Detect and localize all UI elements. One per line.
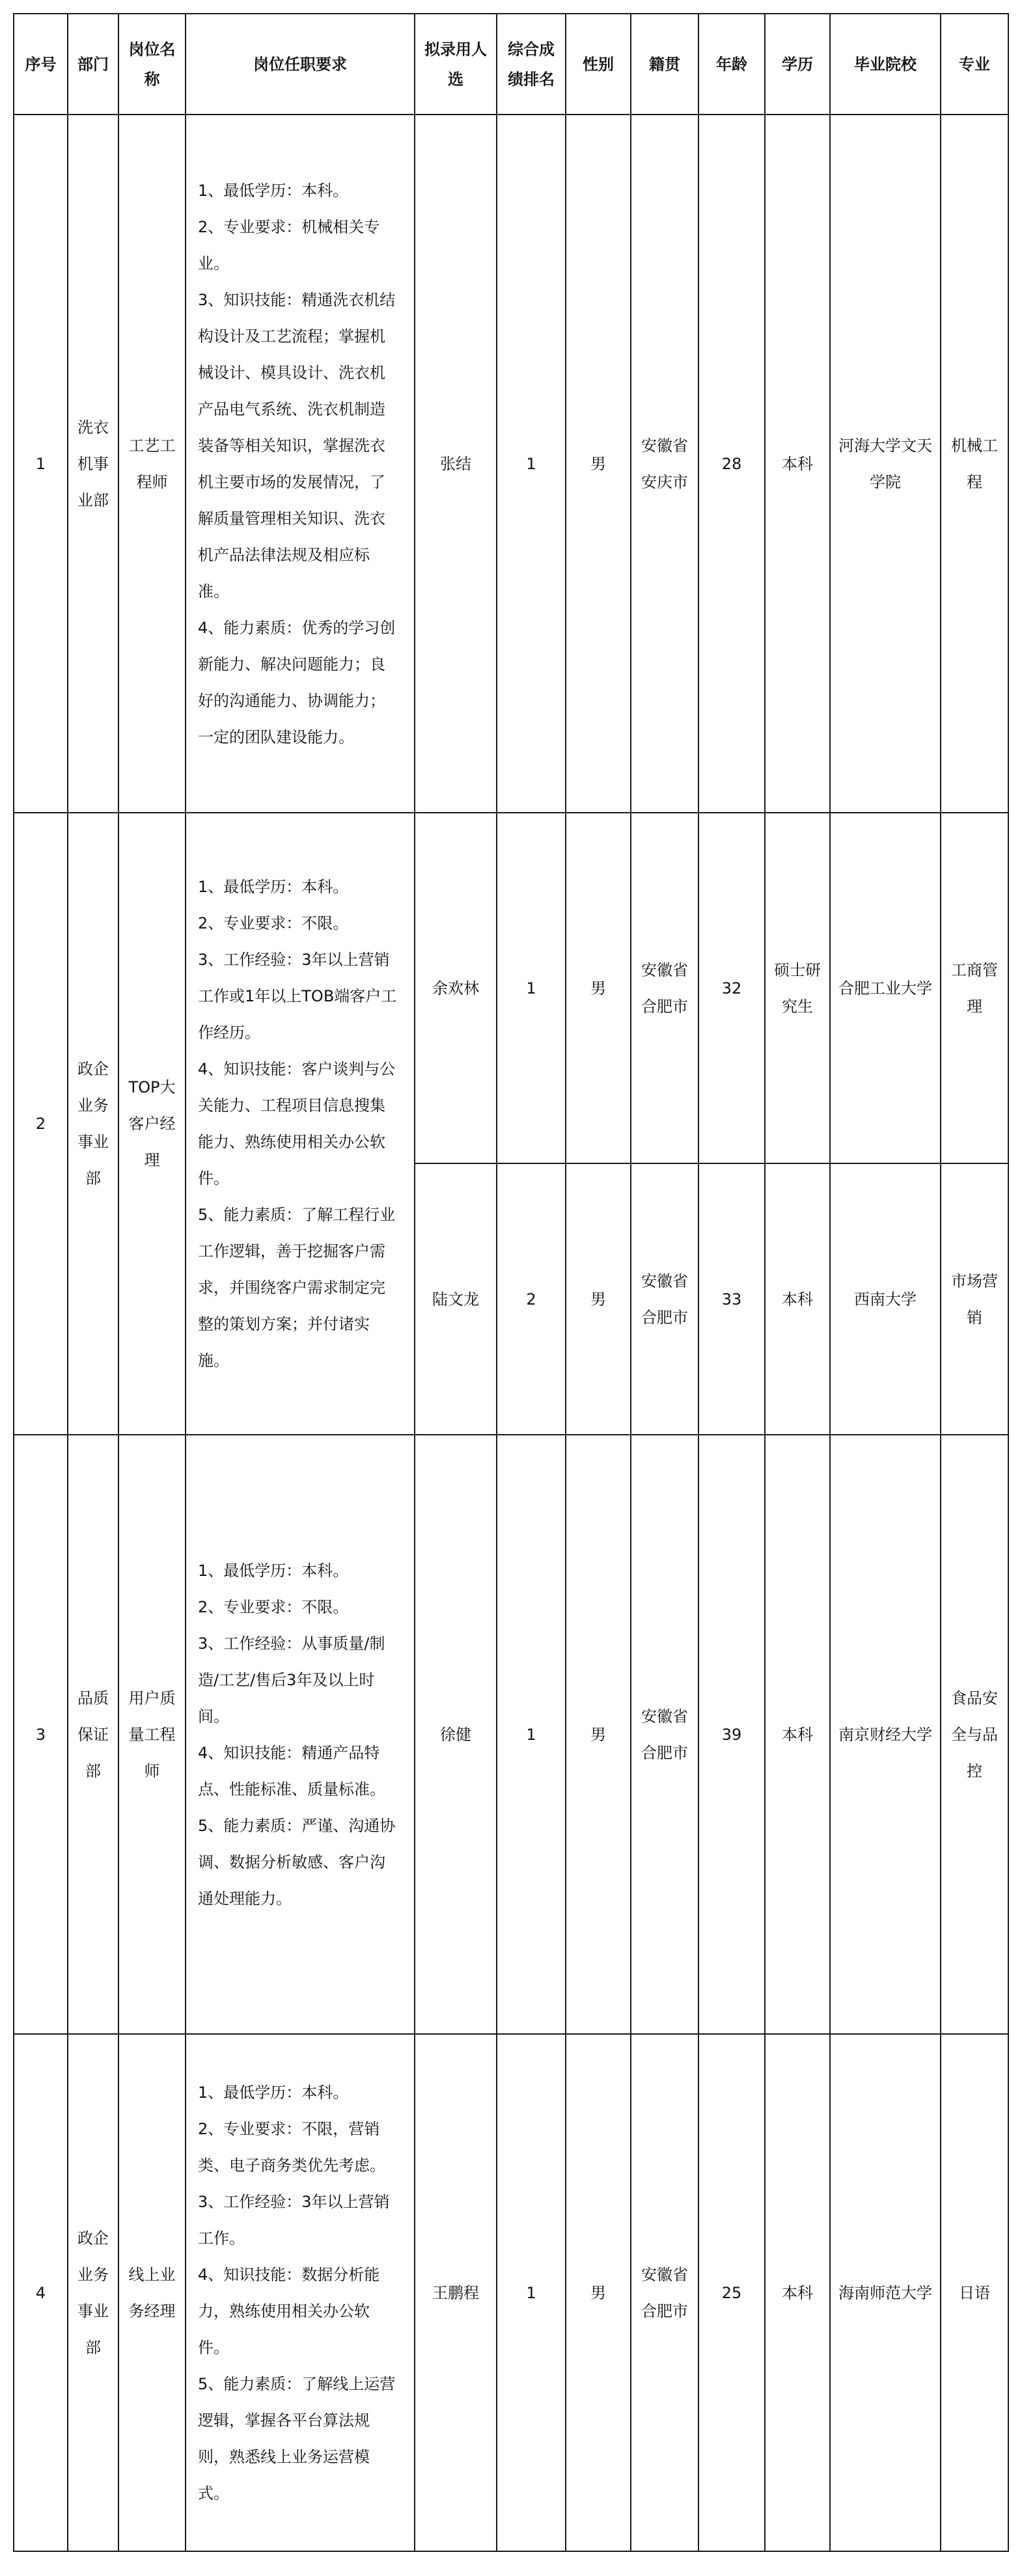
header-requirements: 岗位任职要求 — [186, 14, 415, 115]
candidate-name: 徐健 — [415, 1435, 497, 2034]
requirement-line: 3、知识技能：精通洗衣机结构设计及工艺流程；掌握机械设计、模具设计、洗衣机产品电气系统、洗衣机制造装备等相关知识，掌握洗衣机主要市场的发展情况，了解质量管理相关知识、洗衣机产品法律法规及相应标准。 — [198, 290, 396, 601]
header-age: 年龄 — [698, 14, 765, 115]
major-cell: 机械工程 — [941, 115, 1008, 813]
position-cell: TOP大客户经理 — [118, 813, 186, 1435]
requirement-line: 4、能力素质：优秀的学习创新能力、解决问题能力；良好的沟通能力、协调能力；一定的团队建设能力。 — [198, 618, 396, 746]
header-gender: 性别 — [566, 14, 631, 115]
seq-cell: 1 — [14, 115, 68, 813]
rank-cell: 2 — [497, 1163, 566, 1435]
education-cell: 本科 — [765, 2034, 830, 2551]
gender-cell: 男 — [566, 813, 631, 1163]
major-cell: 市场营销 — [941, 1163, 1008, 1435]
table-row — [14, 2034, 1008, 2551]
requirement-line: 2、专业要求：不限，营销类、电子商务类优先考虑。 — [198, 2119, 385, 2175]
candidate-name: 余欢林 — [415, 813, 497, 1163]
candidate-name: 陆文龙 — [415, 1163, 497, 1435]
requirement-line: 3、工作经验：从事质量/制造/工艺/售后3年及以上时间。 — [198, 1634, 385, 1726]
school-cell: 海南师范大学 — [830, 2034, 941, 2551]
requirement-line: 4、知识技能：数据分析能力，熟练使用相关办公软件。 — [198, 2265, 380, 2357]
requirements-cell — [186, 1435, 415, 2034]
requirement-line: 5、能力素质：了解工程行业工作逻辑，善于挖掘客户需求，并围绕客户需求制定完整的策划方案；并付诸实施。 — [198, 1206, 396, 1370]
seq-cell: 3 — [14, 1435, 68, 2034]
education-cell: 本科 — [765, 115, 830, 813]
requirement-line: 3、工作经验：3年以上营销工作或1年以上TOB端客户工作经历。 — [198, 951, 397, 1042]
table-row — [14, 115, 1008, 813]
requirement-line: 4、知识技能：精通产品特点、性能标准、质量标准。 — [198, 1743, 385, 1798]
header-education: 学历 — [765, 14, 830, 115]
requirements-cell — [186, 115, 415, 813]
header-rank: 综合成绩排名 — [497, 14, 566, 115]
native-cell: 安徽省安庆市 — [631, 115, 698, 813]
age-cell: 33 — [698, 1163, 765, 1435]
dept-cell: 政企业务事业部 — [68, 2034, 118, 2551]
school-cell: 西南大学 — [830, 1163, 941, 1435]
requirement-line: 5、能力素质：了解线上运营逻辑，掌握各平台算法规则，熟悉线上业务运营模式。 — [198, 2374, 396, 2502]
dept-cell: 品质保证部 — [68, 1435, 118, 2034]
native-cell: 安徽省合肥市 — [631, 1163, 698, 1435]
header-position-name: 岗位名称 — [118, 14, 186, 115]
major-cell: 工商管理 — [941, 813, 1008, 1163]
position-cell: 工艺工程师 — [118, 115, 186, 813]
table-row — [14, 1435, 1008, 2034]
education-cell: 硕士研究生 — [765, 813, 830, 1163]
age-cell: 25 — [698, 2034, 765, 2551]
native-cell: 安徽省合肥市 — [631, 813, 698, 1163]
header-school: 毕业院校 — [830, 14, 941, 115]
requirements-cell — [186, 2034, 415, 2551]
requirement-line: 1、最低学历：本科。 — [198, 181, 349, 200]
table-row — [14, 813, 1008, 1163]
dept-cell: 政企业务事业部 — [68, 813, 118, 1435]
header-native: 籍贯 — [631, 14, 698, 115]
education-cell: 本科 — [765, 1435, 830, 2034]
dept-cell: 洗衣机事业部 — [68, 115, 118, 813]
candidate-name: 王鹏程 — [415, 2034, 497, 2551]
header-candidate: 拟录用人选 — [415, 14, 497, 115]
hiring-roster-table — [13, 13, 1009, 2552]
requirement-line: 2、专业要求：机械相关专业。 — [198, 217, 380, 273]
education-cell: 本科 — [765, 1163, 830, 1435]
requirement-line: 5、能力素质：严谨、沟通协调、数据分析敏感、客户沟通处理能力。 — [198, 1816, 396, 1908]
requirement-line: 2、专业要求：不限。 — [198, 1597, 349, 1616]
school-cell: 河海大学文天学院 — [830, 115, 941, 813]
header-major: 专业 — [941, 14, 1008, 115]
header-seq: 序号 — [14, 14, 68, 115]
school-cell: 合肥工业大学 — [830, 813, 941, 1163]
requirement-line: 1、最低学历：本科。 — [198, 2083, 349, 2102]
age-cell: 39 — [698, 1435, 765, 2034]
rank-cell: 1 — [497, 115, 566, 813]
rank-cell: 1 — [497, 1435, 566, 2034]
rank-cell: 1 — [497, 2034, 566, 2551]
major-cell: 日语 — [941, 2034, 1008, 2551]
major-cell: 食品安全与品控 — [941, 1435, 1008, 2034]
gender-cell: 男 — [566, 2034, 631, 2551]
position-cell: 线上业务经理 — [118, 2034, 186, 2551]
native-cell: 安徽省合肥市 — [631, 1435, 698, 2034]
requirement-line: 3、工作经验：3年以上营销工作。 — [198, 2192, 390, 2247]
requirement-line: 1、最低学历：本科。 — [198, 1561, 349, 1580]
header-dept: 部门 — [68, 14, 118, 115]
position-cell: 用户质量工程师 — [118, 1435, 186, 2034]
gender-cell: 男 — [566, 1163, 631, 1435]
header-row — [14, 14, 1008, 115]
school-cell: 南京财经大学 — [830, 1435, 941, 2034]
age-cell: 32 — [698, 813, 765, 1163]
rank-cell: 1 — [497, 813, 566, 1163]
requirement-line: 4、知识技能：客户谈判与公关能力、工程项目信息搜集能力、熟练使用相关办公软件。 — [198, 1060, 396, 1187]
requirements-cell — [186, 813, 415, 1435]
requirement-line: 1、最低学历：本科。 — [198, 878, 349, 896]
seq-cell: 4 — [14, 2034, 68, 2551]
gender-cell: 男 — [566, 1435, 631, 2034]
candidate-name: 张结 — [415, 115, 497, 813]
gender-cell: 男 — [566, 115, 631, 813]
seq-cell: 2 — [14, 813, 68, 1435]
age-cell: 28 — [698, 115, 765, 813]
native-cell: 安徽省合肥市 — [631, 2034, 698, 2551]
requirement-line: 2、专业要求：不限。 — [198, 914, 349, 932]
